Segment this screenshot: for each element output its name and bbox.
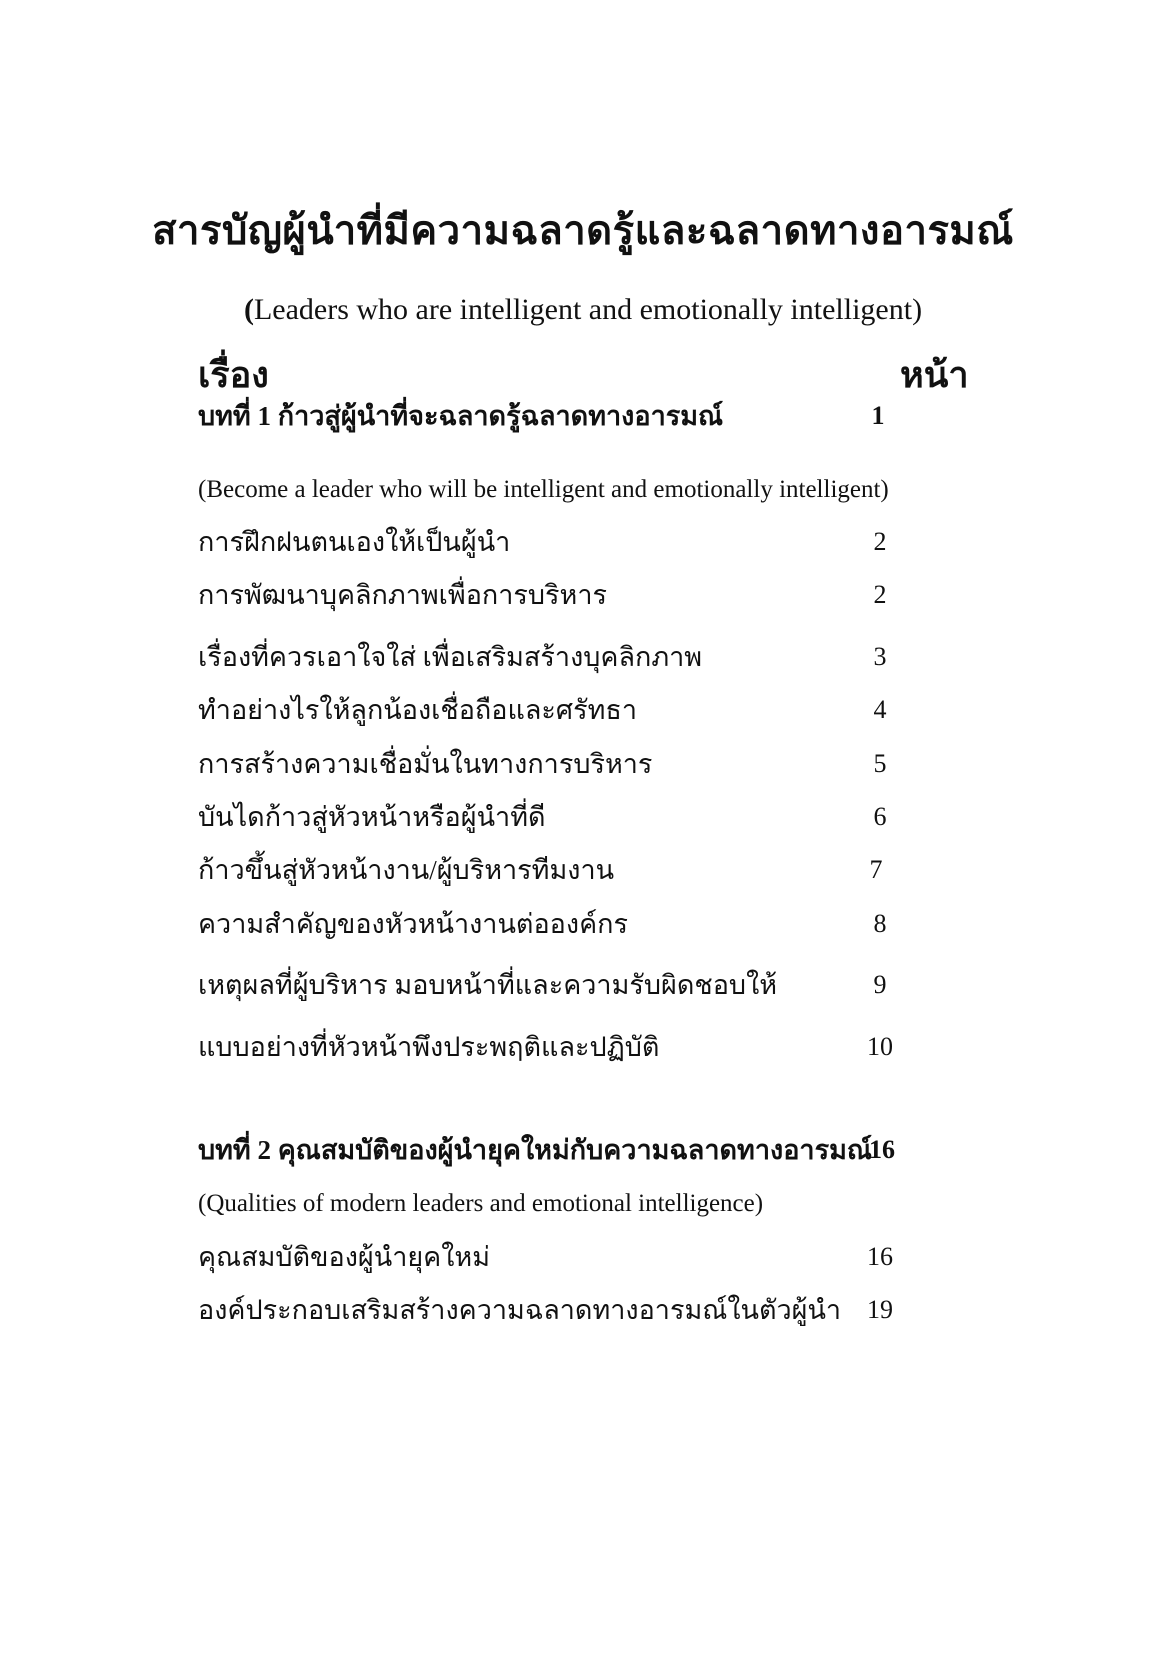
chapter-1-title: บทที่ 1 ก้าวสู่ผู้นำที่จะฉลาดรู้ฉลาดทางอารมณ์ [198,401,724,431]
toc-entry: เหตุผลที่ผู้บริหาร มอบหน้าที่และความรับผิดชอบให้ [198,970,778,1000]
chapter-2-title: บทที่ 2 คุณสมบัติของผู้นำยุคใหม่กับความฉลาดทางอารมณ์ [198,1135,872,1165]
toc-entry-page: 5 [873,749,887,778]
header-page: หน้า [900,355,969,395]
toc-entry-page: 7 [869,855,883,884]
toc-entry: ก้าวขึ้นสู่หัวหน้างาน/ผู้บริหารทีมงาน [198,855,615,885]
toc-entry-page: 8 [873,909,887,938]
toc-entry-page: 9 [873,970,887,999]
toc-entry: ทำอย่างไรให้ลูกน้องเชื่อถือและศรัทธา [198,695,638,725]
toc-entry-page: 4 [873,695,887,724]
chapter-1-page: 1 [871,401,885,430]
toc-entry-page: 2 [873,580,887,609]
chapter-1-english: (Become a leader who will be intelligent and emotionally intelligent) [198,476,889,503]
toc-entry: การพัฒนาบุคลิกภาพเพื่อการบริหาร [198,580,608,610]
toc-entry: ความสำคัญของหัวหน้างานต่อองค์กร [198,909,628,939]
subtitle-open-paren: ( [243,293,254,326]
header-topic: เรื่อง [198,355,269,395]
chapter-2-page: 16 [869,1135,895,1164]
toc-entry: บันไดก้าวสู่หัวหน้าหรือผู้นำที่ดี [198,802,546,832]
toc-entry-page: 16 [867,1242,893,1271]
toc-entry-page: 3 [873,642,887,671]
toc-entry: การฝึกฝนตนเองให้เป็นผู้นำ [198,527,511,557]
toc-entry: คุณสมบัติของผู้นำยุคใหม่ [198,1242,491,1272]
toc-entry-page: 2 [873,527,887,556]
subtitle-text: Leaders who are intelligent and emotionally intelligent) [253,293,923,326]
chapter-2-english: (Qualities of modern leaders and emotional intelligence) [198,1190,764,1217]
toc-entry: องค์ประกอบเสริมสร้างความฉลาดทางอารมณ์ในตัวผู้นำ [198,1295,842,1325]
toc-entry: การสร้างความเชื่อมั่นในทางการบริหาร [198,749,653,779]
toc-entry: เรื่องที่ควรเอาใจใส่ เพื่อเสริมสร้างบุคลิกภาพ [198,642,703,672]
toc-entry-page: 10 [867,1032,893,1061]
toc-subtitle [0,290,1166,330]
toc-entry-page: 19 [867,1295,893,1324]
toc-entry: แบบอย่างที่หัวหน้าพึงประพฤติและปฏิบัติ [198,1032,660,1062]
toc-entry-page: 6 [873,802,887,831]
toc-title: สารบัญผู้นำที่มีความฉลาดรู้และฉลาดทางอารมณ์ [152,208,1014,253]
